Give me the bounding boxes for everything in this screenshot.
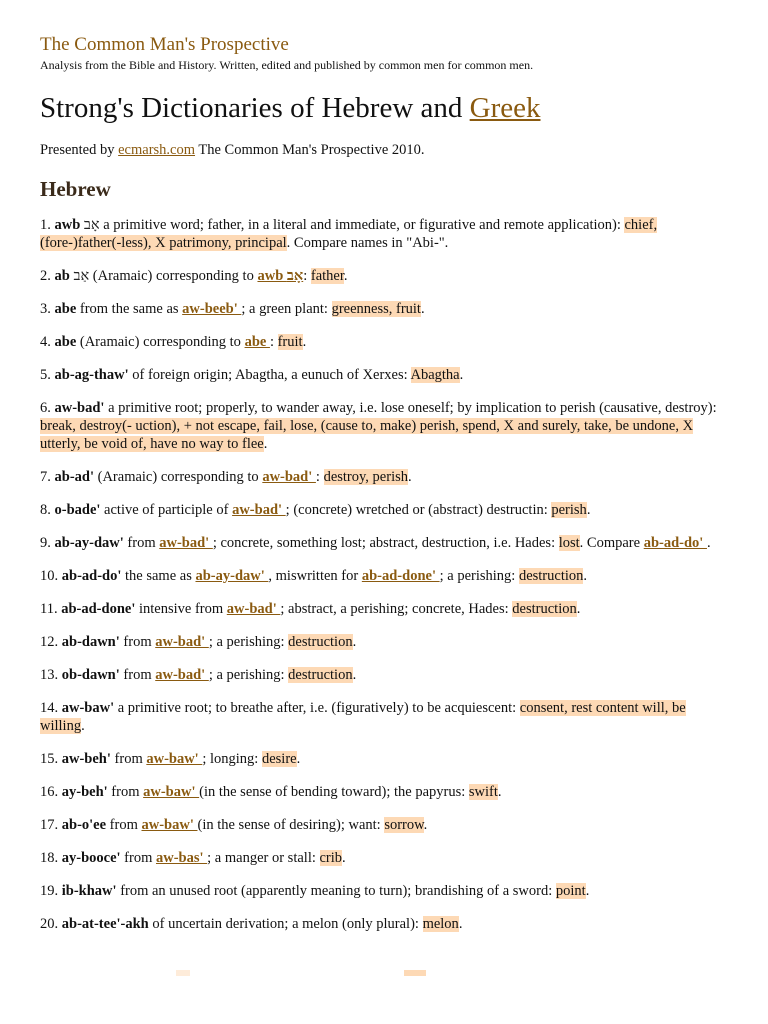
entry-item: 13. ob-dawn' from aw-bad' ; a perishing: destruction. (40, 667, 357, 683)
entry-number: 14 (40, 700, 55, 716)
entry-headword: o-bade' (54, 502, 101, 518)
entry-item: 15. aw-beh' from aw-baw' ; longing: desire. (40, 751, 301, 767)
entry-item: 12. ab-dawn' from aw-bad' ; a perishing: destruction. (40, 634, 357, 650)
entry-text: . (302, 334, 307, 350)
entry-text: from (120, 850, 156, 866)
entry-headword: ab-dawn' (61, 634, 120, 650)
entry-text: . (420, 301, 425, 317)
entry-text: . (586, 502, 591, 518)
entry-text: (Aramaic) corresponding to (94, 469, 263, 485)
entry-hebrew: אָב (83, 217, 100, 233)
entry-text: . (458, 916, 463, 932)
entry-number: 6 (40, 400, 48, 416)
entry-headword: ay-beh' (61, 784, 108, 800)
entry-text: of uncertain derivation; a melon (only plural): (148, 916, 423, 932)
entry-text: ; (concrete) wretched or (abstract) destructin: (285, 502, 552, 518)
entry-reference-link[interactable]: aw-bad' (262, 469, 316, 485)
entry-headword: ab (54, 268, 70, 284)
highlight-fragment (176, 970, 190, 976)
entry-text: ; a perishing: (208, 634, 289, 650)
entry-headword: ab-ad-done' (61, 601, 136, 617)
entry-item: 11. ab-ad-done' intensive from aw-bad' ; abstract, a perishing; concrete, Hades: destruction. (40, 601, 581, 617)
entry-text: from (119, 667, 156, 683)
entry-text: . (352, 634, 357, 650)
entry-highlight: destruction (288, 667, 353, 683)
entry-text: from (106, 817, 142, 833)
entry-highlight: consent, rest content will, be willing (40, 700, 686, 734)
entry-text: ; a perishing: (208, 667, 289, 683)
entry-text: : (269, 334, 278, 350)
entry-number: 17 (40, 817, 55, 833)
entry-text: ; concrete, something lost; abstract, destruction, i.e. Hades: (212, 535, 559, 551)
entry-highlight: destruction (288, 634, 353, 650)
entry-number: 3 (40, 301, 48, 317)
entry-highlight: swift (468, 784, 498, 800)
ecmarsh-link[interactable]: ecmarsh.com (118, 142, 196, 158)
entry-reference-link[interactable]: aw-bad' (232, 502, 286, 518)
entry-reference-link[interactable]: aw-bad' (159, 535, 213, 551)
entry-reference-link[interactable]: aw-bad' (155, 667, 209, 683)
entry-headword: ab-ag-thaw' (54, 367, 129, 383)
entry-text: a primitive root; to breathe after, i.e. (figuratively) to be acquiescent: (114, 700, 520, 716)
entry-highlight: destroy, perish (323, 469, 408, 485)
entry-text: . (81, 718, 85, 734)
entry-number: 12 (40, 634, 55, 650)
entry-item: 8. o-bade' active of participle of aw-bad' ; (concrete) wretched or (abstract) destructin: perish. (40, 502, 591, 518)
entry-headword: ab-ay-daw' (54, 535, 124, 551)
entry-headword: ib-khaw' (61, 883, 117, 899)
page-title-text: Strong's Dictionaries of Hebrew and (40, 92, 470, 124)
entry-headword: aw-bad' (54, 400, 105, 416)
entry-number: 4 (40, 334, 48, 350)
entry-highlight: melon (422, 916, 459, 932)
entry-text: . (296, 751, 301, 767)
entry-text: from (123, 535, 160, 551)
entry-number: 18 (40, 850, 55, 866)
entry-headword: ab-ad-do' (61, 568, 122, 584)
entry-number: 8 (40, 502, 48, 518)
entry-item: 17. ab-o'ee from aw-baw' (in the sense of desiring); want: sorrow. (40, 817, 428, 833)
entry-text: . (263, 436, 268, 452)
entry-text: the same as (121, 568, 196, 584)
entry-text: (in the sense of bending toward); the papyrus: (199, 784, 469, 800)
entry-text: . (342, 850, 346, 866)
entry-number: 15 (40, 751, 55, 767)
entry-text: , miswritten for (268, 568, 362, 584)
entry-item: 20. ab-at-tee'-akh of uncertain derivation; a melon (only plural): melon. (40, 916, 463, 932)
greek-link[interactable]: Greek (469, 92, 541, 124)
entry-number: 19 (40, 883, 55, 899)
entry-highlight: perish (551, 502, 587, 518)
entry-text: (in the sense of desiring); want: (197, 817, 385, 833)
entry-number: 1 (40, 217, 48, 233)
entry-headword: ab-ad' (54, 469, 94, 485)
entry-highlight: lost (558, 535, 580, 551)
entry-item: 18. ay-booce' from aw-bas' ; a manger or stall: crib. (40, 850, 346, 866)
entry-text: . (583, 568, 588, 584)
entry-number: 16 (40, 784, 55, 800)
entry-reference-link[interactable]: aw-bad' (226, 601, 281, 617)
entry-text: . (352, 667, 357, 683)
entry-text: from an unused root (apparently meaning to turn); brandishing of a sword: (116, 883, 556, 899)
entry-item: 16. ay-beh' from aw-baw' (in the sense of bending toward); the papyrus: swift. (40, 784, 502, 800)
entry-text: (Aramaic) corresponding to (76, 334, 245, 350)
entry-item: 3. abe from the same as aw-beeb' ; a green plant: greenness, fruit. (40, 301, 425, 317)
entry-headword: ab-at-tee'-akh (61, 916, 149, 932)
entry-text: . (459, 367, 464, 383)
entry-item: 14. aw-baw' a primitive root; to breathe after, i.e. (figuratively) to be acquiescent: consent, rest content will, be willing. (40, 700, 686, 734)
entry-text: . (576, 601, 581, 617)
entry-reference-link[interactable]: aw-beeb' (182, 301, 242, 317)
entry-reference-link[interactable]: aw-baw' (143, 784, 200, 800)
entry-highlight: Abagtha (410, 367, 460, 383)
entry-reference-link[interactable]: ab-ad-do' (643, 535, 707, 551)
entry-text: ; a green plant: (241, 301, 332, 317)
section-heading-hebrew: Hebrew (40, 177, 111, 201)
entry-number: 2 (40, 268, 48, 284)
entry-highlight: crib (319, 850, 343, 866)
entry-text: . (343, 268, 348, 284)
presented-prefix: Presented by (40, 142, 119, 158)
entry-text: . (408, 469, 412, 485)
entry-text: . (585, 883, 590, 899)
entry-text: from (119, 634, 156, 650)
entry-text: : (303, 268, 311, 284)
entry-text: from (110, 751, 147, 767)
entry-reference-link[interactable]: aw-bad' (155, 634, 209, 650)
site-tagline: Analysis from the Bible and History. Written, edited and published by common men for common men. (40, 58, 534, 72)
entry-item: 4. abe (Aramaic) corresponding to abe : fruit. (40, 334, 307, 350)
entry-item: 6. aw-bad' a primitive root; properly, to wander away, i.e. lose oneself; by implication to perish (causative, destroy): break, destroy(- uction), + not escape, fail, lose, (cause to, make) perish, spend, X and surely, take, be undone, X utterly, be void of, have no way to flee. (40, 400, 717, 452)
entry-item: 9. ab-ay-daw' from aw-bad' ; concrete, something lost; abstract, destruction, i.e. Hades: lost. Compare ab-ad-do' . (40, 535, 711, 551)
entry-text: : (315, 469, 324, 485)
entry-text: ; a manger or stall: (207, 850, 320, 866)
entry-text: (Aramaic) corresponding to (89, 268, 258, 284)
entry-text: . (706, 535, 711, 551)
entry-item: 19. ib-khaw' from an unused root (apparently meaning to turn); brandishing of a sword: point. (40, 883, 590, 899)
entry-headword: aw-beh' (61, 751, 111, 767)
entry-hebrew: אַב (73, 268, 90, 284)
entry-reference-link[interactable]: aw-baw' (146, 751, 203, 767)
entry-highlight: sorrow (384, 817, 424, 833)
entry-highlight: fruit (277, 334, 303, 350)
entry-item: 7. ab-ad' (Aramaic) corresponding to aw-bad' : destroy, perish. (40, 469, 412, 485)
entry-text: from the same as (76, 301, 183, 317)
page-title (40, 90, 728, 126)
entry-text: . Compare names in "Abi-". (286, 235, 449, 251)
entry-headword: abe (54, 334, 77, 350)
entry-number: 10 (40, 568, 55, 584)
entry-list (40, 216, 728, 933)
entry-reference-link[interactable]: aw-baw' (141, 817, 198, 833)
entry-number: 5 (40, 367, 48, 383)
entry-headword: ob-dawn' (61, 667, 120, 683)
entry-text: . Compare (579, 535, 644, 551)
presented-line (40, 140, 728, 160)
entry-highlight: destruction (512, 601, 577, 617)
entry-text: a primitive word; father, in a literal and immediate, or figurative and remote application): (99, 217, 625, 233)
entry-highlight: break, destroy(- uction), + not escape, fail, lose, (cause to, make) perish, spend, X and surely, take, be undone, X utterly, be void of, have no way to flee (40, 418, 694, 452)
entry-text: intensive from (135, 601, 227, 617)
entry-number: 11 (40, 601, 54, 617)
entry-headword: aw-baw' (61, 700, 115, 716)
entry-text: . (497, 784, 502, 800)
entry-item: 1. awb אָב a primitive word; father, in a literal and immediate, or figurative and remote application): chief, (fore-)father(-less), X patrimony, principal. Compare names in "Abi-". (40, 217, 658, 251)
entry-number: 9 (40, 535, 48, 551)
entry-highlight: chief, (fore-)father(-less), X patrimony, principal (40, 217, 658, 251)
entry-item: 2. ab אַב (Aramaic) corresponding to awb אָב: father. (40, 268, 348, 284)
entry-text: a primitive root; properly, to wander away, i.e. lose oneself; by implication to perish (causative, destroy): (104, 400, 717, 416)
entry-number: 13 (40, 667, 55, 683)
entry-reference-link[interactable]: awb אָב (257, 268, 304, 284)
entry-reference-link[interactable]: ab-ay-daw' (195, 568, 269, 584)
entry-text: from (107, 784, 144, 800)
entry-highlight: greenness, fruit (331, 301, 421, 317)
entry-item: 10. ab-ad-do' the same as ab-ay-daw' , miswritten for ab-ad-done' ; a perishing: destruction. (40, 568, 588, 584)
entry-item: 5. ab-ag-thaw' of foreign origin; Abagtha, a eunuch of Xerxes: Abagtha. (40, 367, 464, 383)
entry-reference-link[interactable]: aw-bas' (155, 850, 208, 866)
entry-text: active of participle of (100, 502, 233, 518)
site-title[interactable]: The Common Man's Prospective (40, 34, 289, 55)
entry-text: ; a perishing: (439, 568, 519, 584)
entry-highlight: desire (261, 751, 297, 767)
entry-highlight: father (310, 268, 344, 284)
highlight-fragment (404, 970, 426, 976)
entry-highlight: destruction (518, 568, 584, 584)
entry-text: ; longing: (202, 751, 262, 767)
entry-reference-link[interactable]: ab-ad-done' (361, 568, 440, 584)
entry-text: ; abstract, a perishing; concrete, Hades: (280, 601, 513, 617)
entry-text: of foreign origin; Abagtha, a eunuch of Xerxes: (128, 367, 411, 383)
entry-text: . (423, 817, 428, 833)
entry-reference-link[interactable]: abe (244, 334, 270, 350)
entry-number: 20 (40, 916, 55, 932)
presented-suffix: The Common Man's Prospective 2010. (195, 142, 425, 158)
entry-headword: awb (54, 217, 81, 233)
entry-number: 7 (40, 469, 48, 485)
entry-headword: abe (54, 301, 77, 317)
entry-headword: ay-booce' (61, 850, 121, 866)
entry-headword: ab-o'ee (61, 817, 107, 833)
entry-highlight: point (555, 883, 586, 899)
